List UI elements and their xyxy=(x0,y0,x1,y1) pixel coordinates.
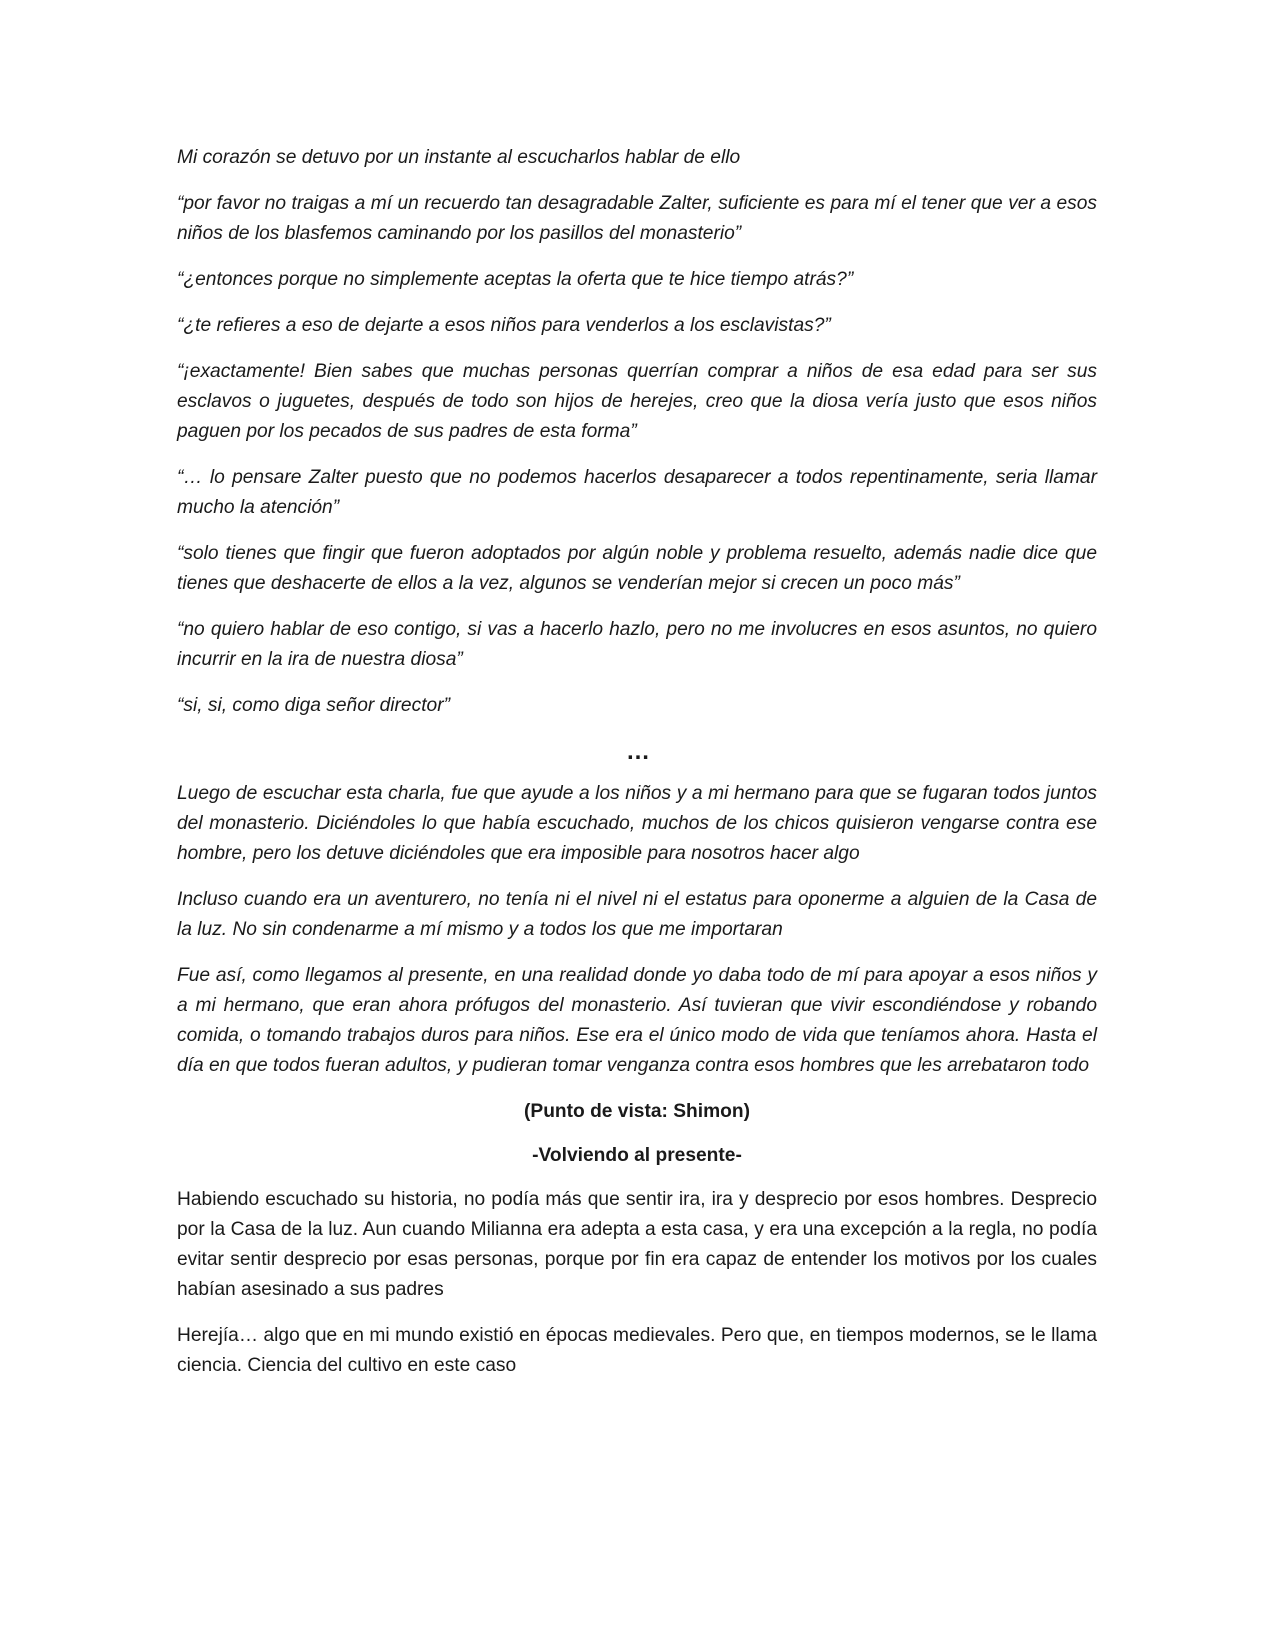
paragraph: Habiendo escuchado su historia, no podía más que sentir ira, ira y desprecio por esos hombres. Desprecio por la Casa de la luz. Aun cuando Milianna era adepta a esta casa, y era una excepción a la regla, no podía evitar sentir desprecio por esas personas, porque por fin era capaz de entender los motivos por los cuales habían asesinado a sus padres xyxy=(177,1189,1097,1300)
heading-point-of-view: (Punto de vista: Shimon) xyxy=(524,1101,750,1122)
paragraph-italic: “solo tienes que fingir que fueron adoptados por algún noble y problema resuelto, además nadie dice que tienes que deshacerte de ellos a la vez, algunos se venderían mejor si crecen un poco más” xyxy=(177,543,1097,594)
paragraph-italic: “¿te refieres a eso de dejarte a esos niños para venderlos a los esclavistas?” xyxy=(177,315,831,336)
paragraph-italic: “por favor no traigas a mí un recuerdo tan desagradable Zalter, suficiente es para mí el tener que ver a esos niños de los blasfemos caminando por los pasillos del monasterio” xyxy=(177,193,1097,244)
paragraph-italic: Incluso cuando era un aventurero, no tenía ni el nivel ni el estatus para oponerme a alguien de la Casa de la luz. No sin condenarme a mí mismo y a todos los que me importaran xyxy=(177,889,1097,940)
paragraph-italic: Mi corazón se detuvo por un instante al escucharlos hablar de ello xyxy=(177,147,741,168)
paragraph-italic: “si, si, como diga señor director” xyxy=(177,695,450,716)
paragraph-italic: “no quiero hablar de eso contigo, si vas a hacerlo hazlo, pero no me involucres en esos asuntos, no quiero incurrir en la ira de nuestra diosa” xyxy=(177,619,1097,670)
section-separator: … xyxy=(626,738,648,765)
heading-back-to-present: -Volviendo al presente- xyxy=(532,1145,742,1166)
paragraph-italic: “… lo pensare Zalter puesto que no podemos hacerlos desaparecer a todos repentinamente, seria llamar mucho la atención” xyxy=(177,467,1097,518)
paragraph-italic: Luego de escuchar esta charla, fue que ayude a los niños y a mi hermano para que se fugaran todos juntos del monasterio. Diciéndoles lo que había escuchado, muchos de los chicos quisieron vengarse contra ese hombre, pero los detuve diciéndoles que era imposible para nosotros hacer algo xyxy=(177,783,1097,864)
paragraph: Herejía… algo que en mi mundo existió en épocas medievales. Pero que, en tiempos modernos, se le llama ciencia. Ciencia del cultivo en este caso xyxy=(177,1325,1097,1376)
paragraph-italic: Fue así, como llegamos al presente, en una realidad donde yo daba todo de mí para apoyar a esos niños y a mi hermano, que eran ahora prófugos del monasterio. Así tuvieran que vivir escondiéndose y robando comida, o tomando trabajos duros para niños. Ese era el único modo de vida que teníamos ahora. Hasta el día en que todos fueran adultos, y pudieran tomar venganza contra esos hombres que les arrebataron todo xyxy=(177,965,1097,1076)
paragraph-italic: “¿entonces porque no simplemente aceptas la oferta que te hice tiempo atrás?” xyxy=(177,269,854,290)
document-page xyxy=(177,143,1097,1397)
paragraph-italic: “¡exactamente! Bien sabes que muchas personas querrían comprar a niños de esa edad para ser sus esclavos o juguetes, después de todo son hijos de herejes, creo que la diosa vería justo que esos niños paguen por los pecados de sus padres de esta forma” xyxy=(177,361,1097,442)
